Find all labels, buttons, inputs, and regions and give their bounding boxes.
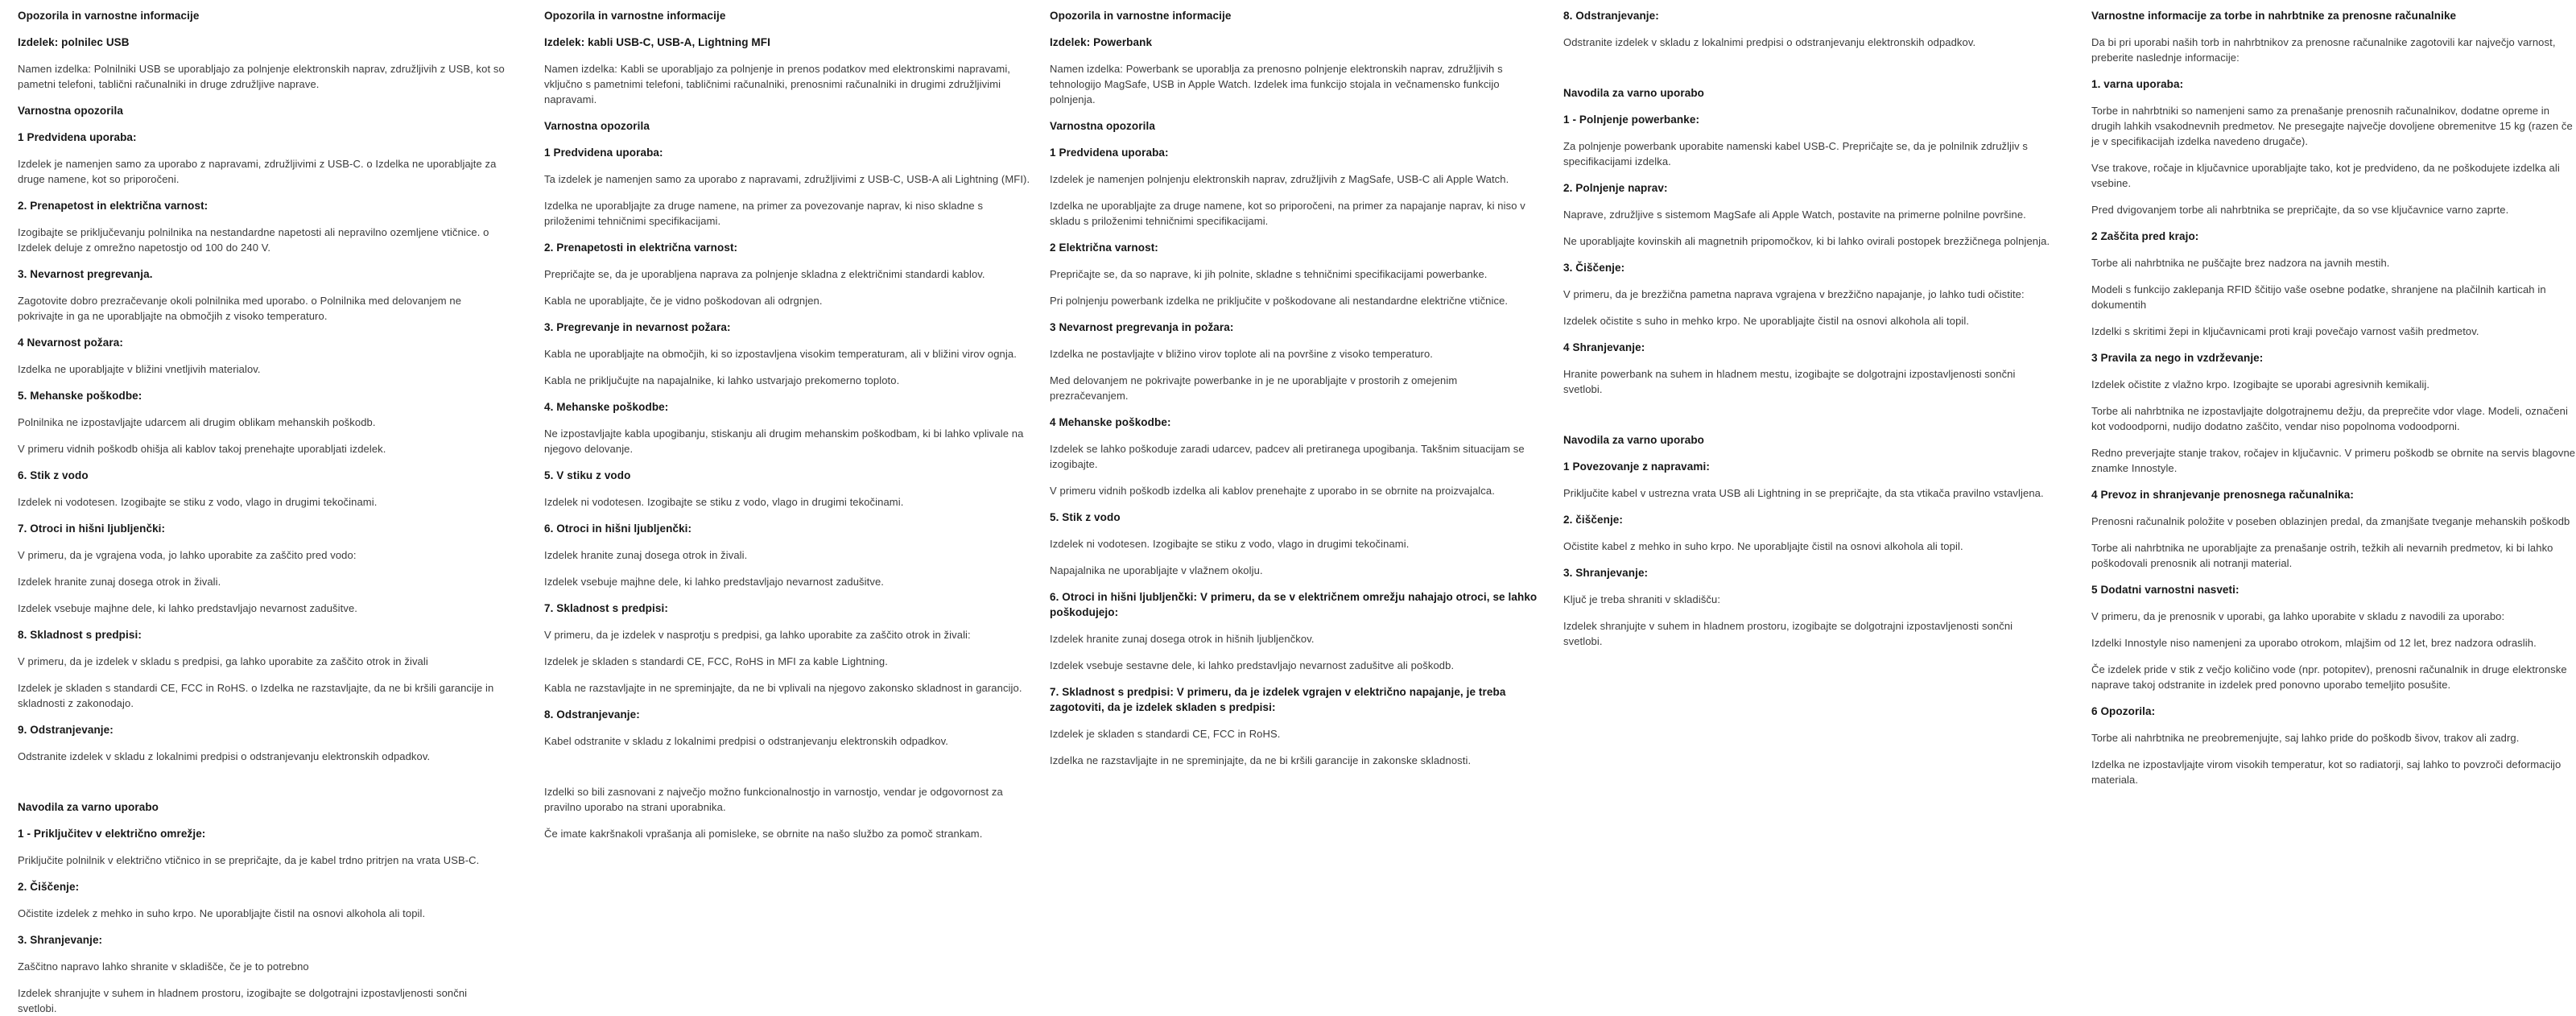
paragraph: Prenosni računalnik položite v poseben oblazinjen predal, da zmanjšate tveganje mehanskih poškodb <box>2091 515 2570 527</box>
section-heading: 3. Čiščenje: <box>1563 262 1625 274</box>
paragraph: V primeru vidnih poškodb ohišja ali kablov takoj prenehajte uporabljati izdelek. <box>18 443 386 455</box>
column-laptop-bags-safety <box>2091 8 2576 787</box>
column-powerbank-safety <box>1050 8 1538 768</box>
paragraph: Očistite kabel z mehko in suho krpo. Ne uporabljajte čistil na osnovi alkohola ali topil. <box>1563 540 1963 552</box>
paragraph: Izdelek hranite zunaj dosega otrok in živali. <box>18 576 221 588</box>
paragraph: Namen izdelka: Polnilniki USB se uporabljajo za polnjenje elektronskih naprav, združljivih z USB, kot so pametni telefoni, tablični računalniki in druge združljive naprave. <box>18 63 505 90</box>
column-cables-safety <box>544 8 1032 841</box>
section-heading: 2. čiščenje: <box>1563 514 1623 526</box>
section-heading: Varnostna opozorila <box>18 105 123 117</box>
section-heading: 3. Nevarnost pregrevanja. <box>18 268 153 280</box>
section-heading: 4 Prevoz in shranjevanje prenosnega računalnika: <box>2091 489 2354 501</box>
paragraph: Izdelek se lahko poškoduje zaradi udarcev, padcev ali pretiranega upogibanja. Takšnim situacijam se izogibajte. <box>1050 443 1525 470</box>
paragraph: Pred dvigovanjem torbe ali nahrbtnika se prepričajte, da so vse ključavnice varno zaprte. <box>2091 204 2509 216</box>
paragraph: Prepričajte se, da je uporabljena naprava za polnjenje skladna z električnimi standardi kablov. <box>544 268 985 280</box>
section-heading: 2. Polnjenje naprav: <box>1563 182 1668 194</box>
paragraph: Izdelka ne uporabljajte v bližini vnetljivih materialov. <box>18 363 261 375</box>
section-heading: 1 Predvidena uporaba: <box>18 131 137 143</box>
paragraph: Polnilnika ne izpostavljajte udarcem ali drugim oblikam mehanskih poškodb. <box>18 416 376 428</box>
section-heading: Varnostna opozorila <box>1050 120 1155 132</box>
section-heading: 2 Zaščita pred krajo: <box>2091 230 2199 242</box>
paragraph: Izdelka ne razstavljajte in ne spreminjajte, da ne bi kršili garancije in zakonske skladnosti. <box>1050 754 1472 766</box>
paragraph: Med delovanjem ne pokrivajte powerbanke in je ne uporabljajte v prostorih z omejenim prezračevanjem. <box>1050 374 1458 402</box>
paragraph: Izdelka ne uporabljajte za druge namene, kot so priporočeni, na primer za napajanje naprav, ki niso v skladu s priloženimi tehničnimi specifikacijami. <box>1050 200 1525 227</box>
section-heading: Opozorila in varnostne informacije <box>544 10 726 22</box>
paragraph: Izdelek je skladen s standardi CE, FCC in RoHS. o Izdelka ne razstavljajte, da ne bi kršili garancije in skladnosti z zakonodajo. <box>18 682 494 709</box>
paragraph: Kabla ne uporabljajte, če je vidno poškodovan ali odrgnjen. <box>544 295 823 307</box>
paragraph: Ključ je treba shraniti v skladišču: <box>1563 593 1721 605</box>
paragraph: Torbe in nahrbtniki so namenjeni samo za prenašanje prenosnih računalnikov, dodatne opreme in drugih lahkih vsakodnevnih predmetov. Ne presegajte največje dovoljene obremenitve 15 kg (razen če je v specifikacijah izdelka navedeno drugače). <box>2091 105 2573 147</box>
section-heading: 3 Nevarnost pregrevanja in požara: <box>1050 321 1234 333</box>
paragraph: Torbe ali nahrbtnika ne preobremenjujte, saj lahko pride do poškodb šivov, trakov ali zadrg. <box>2091 732 2520 744</box>
paragraph: Redno preverjajte stanje trakov, ročajev in ključavnic. V primeru poškodb se obrnite na servis blagovne znamke Innostyle. <box>2091 447 2576 474</box>
paragraph: Izdelek je skladen s standardi CE, FCC, RoHS in MFI za kable Lightning. <box>544 655 888 667</box>
paragraph: Izdelek shranjujte v suhem in hladnem prostoru, izogibajte se dolgotrajni izpostavljenosti sončni svetlobi. <box>1563 620 2013 647</box>
section-heading: 7. Skladnost s predpisi: <box>544 602 668 614</box>
paragraph: V primeru, da je izdelek v nasprotju s predpisi, ga lahko uporabite za zaščito otrok in živali: <box>544 629 971 641</box>
paragraph: Očistite izdelek z mehko in suho krpo. Ne uporabljajte čistil na osnovi alkohola ali topil. <box>18 907 426 919</box>
section-heading: 5. V stiku z vodo <box>544 469 631 481</box>
paragraph: Izdelek je namenjen samo za uporabo z napravami, združljivimi z USB-C. o Izdelka ne uporabljajte za druge namene, kot so priporočeni. <box>18 158 497 185</box>
section-heading: 1 Predvidena uporaba: <box>1050 147 1169 159</box>
paragraph: Naprave, združljive s sistemom MagSafe ali Apple Watch, postavite na primerne polnilne površine. <box>1563 209 2026 221</box>
paragraph: Izdelki Innostyle niso namenjeni za uporabo otrokom, mlajšim od 12 let, brez nadzora odraslih. <box>2091 637 2537 649</box>
paragraph: V primeru, da je brezžična pametna naprava vgrajena v brezžično napajanje, jo lahko tudi očistite: <box>1563 288 2025 300</box>
section-heading: 2. Prenapetosti in električna varnost: <box>544 242 738 254</box>
section-heading: 2. Čiščenje: <box>18 881 80 893</box>
paragraph: Izdelek hranite zunaj dosega otrok in hišnih ljubljenčkov. <box>1050 633 1315 645</box>
paragraph: Izdelek vsebuje sestavne dele, ki lahko predstavljajo nevarnost zadušitve ali poškodb. <box>1050 659 1455 671</box>
section-heading: 5. Mehanske poškodbe: <box>18 390 142 402</box>
paragraph: Izdelek hranite zunaj dosega otrok in živali. <box>544 549 748 561</box>
paragraph: Če izdelek pride v stik z večjo količino vode (npr. potopitev), prenosni računalnik in druge elektronske naprave takoj odstranite in izdelek pred ponovno uporabo temeljito posušite. <box>2091 663 2567 691</box>
section-heading: Izdelek: kabli USB-C, USB-A, Lightning MFI <box>544 36 770 48</box>
paragraph: Ta izdelek je namenjen samo za uporabo z napravami, združljivimi z USB-C, USB-A ali Lightning (MFI). <box>544 173 1030 185</box>
section-heading: 6 Opozorila: <box>2091 705 2156 717</box>
section-heading: 2 Električna varnost: <box>1050 242 1158 254</box>
paragraph: Izdelka ne uporabljajte za druge namene, na primer za povezovanje naprav, ki niso skladne s priloženimi tehničnimi specifikacijami. <box>544 200 984 227</box>
paragraph: Torbe ali nahrbtnika ne izpostavljajte dolgotrajnemu dežju, da preprečite vdor vlage. Modeli, označeni kot vodoodporni, nudijo dodatno zaščito, vendar niso popolnoma vodoodporni. <box>2091 405 2568 432</box>
paragraph: V primeru, da je vgrajena voda, jo lahko uporabite za zaščito pred vodo: <box>18 549 357 561</box>
section-heading: Navodila za varno uporabo <box>1563 434 1705 446</box>
paragraph: Izdelek shranjujte v suhem in hladnem prostoru, izogibajte se dolgotrajni izpostavljenosti sončni svetlobi. <box>18 987 468 1014</box>
paragraph: Izdelka ne izpostavljajte virom visokih temperatur, kot so radiatorji, saj lahko to povzroči deformacijo materiala. <box>2091 758 2562 786</box>
paragraph: Kabla ne priključujte na napajalnike, ki lahko ustvarjajo prekomerno toploto. <box>544 374 900 386</box>
section-heading: 1. varna uporaba: <box>2091 78 2184 90</box>
section-heading: 8. Odstranjevanje: <box>544 708 640 721</box>
section-heading: Varnostna opozorila <box>544 120 650 132</box>
paragraph: Izdelek ni vodotesen. Izogibajte se stiku z vodo, vlago in drugimi tekočinami. <box>18 496 378 508</box>
paragraph: Napajalnika ne uporabljajte v vlažnem okolju. <box>1050 564 1263 576</box>
section-heading: 3. Shranjevanje: <box>18 934 103 946</box>
section-heading: 1 Povezovanje z napravami: <box>1563 461 1710 473</box>
section-heading: 6. Otroci in hišni ljubljenčki: <box>544 522 692 535</box>
paragraph: Modeli s funkcijo zaklepanja RFID ščitijo vaše osebne podatke, shranjene na plačilnih karticah in dokumentih <box>2091 283 2546 311</box>
section-heading: 6. Otroci in hišni ljubljenčki: V primeru, da se v električnem omrežju nahajajo otroci, se lahko poškodujejo: <box>1050 591 1538 618</box>
paragraph: Torbe ali nahrbtnika ne puščajte brez nadzora na javnih mestih. <box>2091 257 2390 269</box>
section-heading: 8. Odstranjevanje: <box>1563 10 1659 22</box>
paragraph: Vse trakove, ročaje in ključavnice uporabljajte tako, kot je predvideno, da ne poškodujete izdelka ali vsebine. <box>2091 162 2560 189</box>
paragraph: Da bi pri uporabi naših torb in nahrbtnikov za prenosne računalnike zagotovili kar največjo varnost, preberite naslednje informacije: <box>2091 36 2556 64</box>
paragraph: Zaščitno napravo lahko shranite v skladišče, če je to potrebno <box>18 960 309 973</box>
section-heading: 3 Pravila za nego in vzdrževanje: <box>2091 352 2264 364</box>
paragraph: Kabla ne razstavljajte in ne spreminjajte, da ne bi vplivali na njegovo zakonsko skladnost in garancijo. <box>544 682 1022 694</box>
section-heading: 1 - Priključitev v električno omrežje: <box>18 828 206 840</box>
paragraph: Če imate kakršnakoli vprašanja ali pomisleke, se obrnite na našo službo za pomoč strankam. <box>544 828 983 840</box>
section-heading: 1 Predvidena uporaba: <box>544 147 663 159</box>
column-usb-charger-safety <box>18 8 506 1016</box>
section-heading: 9. Odstranjevanje: <box>18 724 114 736</box>
paragraph: Odstranite izdelek v skladu z lokalnimi predpisi o odstranjevanju elektronskih odpadkov. <box>18 750 431 762</box>
section-heading: 7. Otroci in hišni ljubljenčki: <box>18 522 166 535</box>
paragraph: Izdelek očistite s suho in mehko krpo. Ne uporabljajte čistil na osnovi alkohola ali topil. <box>1563 315 1970 327</box>
paragraph: Izdelka ne postavljajte v bližino virov toplote ali na površine z visoko temperaturo. <box>1050 348 1434 360</box>
paragraph: Ne izpostavljajte kabla upogibanju, stiskanju ali drugim mehanskim poškodbam, ki bi lahko vplivale na njegovo delovanje. <box>544 427 1024 455</box>
paragraph: Izdelek očistite z vlažno krpo. Izogibajte se uporabi agresivnih kemikalij. <box>2091 378 2430 390</box>
paragraph: Ne uporabljajte kovinskih ali magnetnih pripomočkov, ki bi lahko ovirali postopek brezžičnega polnjenja. <box>1563 235 2050 247</box>
column-powerbank-usage-and-cable-usage <box>1563 8 2051 649</box>
section-heading: Opozorila in varnostne informacije <box>18 10 200 22</box>
paragraph: Hranite powerbank na suhem in hladnem mestu, izogibajte se dolgotrajni izpostavljenosti sončni svetlobi. <box>1563 368 2016 395</box>
section-heading: 1 - Polnjenje powerbanke: <box>1563 114 1700 126</box>
paragraph: Izdelki so bili zasnovani z največjo možno funkcionalnostjo in varnostjo, vendar je odgovornost za pravilno uporabo na strani uporabnika. <box>544 786 1003 813</box>
paragraph: Izdelek vsebuje majhne dele, ki lahko predstavljajo nevarnost zadušitve. <box>18 602 357 614</box>
section-heading: 3. Shranjevanje: <box>1563 567 1649 579</box>
paragraph: Kabel odstranite v skladu z lokalnimi predpisi o odstranjevanju elektronskih odpadkov. <box>544 735 948 747</box>
paragraph: Priključite polnilnik v električno vtičnico in se prepričajte, da je kabel trdno pritrjen na vrata USB-C. <box>18 854 480 866</box>
section-heading: Navodila za varno uporabo <box>1563 87 1705 99</box>
paragraph: V primeru, da je izdelek v skladu s predpisi, ga lahko uporabite za zaščito otrok in živali <box>18 655 428 667</box>
section-heading: 6. Stik z vodo <box>18 469 89 481</box>
section-heading: 2. Prenapetost in električna varnost: <box>18 200 208 212</box>
paragraph: Namen izdelka: Kabli se uporabljajo za polnjenje in prenos podatkov med elektronskimi napravami, vključno s pametnimi telefoni, tabličnimi računalniki, prenosnimi računalniki in drugimi združljivimi napravami. <box>544 63 1011 105</box>
paragraph: Torbe ali nahrbtnika ne uporabljajte za prenašanje ostrih, težkih ali nevarnih predmetov, ki bi lahko poškodovali prenosnik ali notranji material. <box>2091 542 2553 569</box>
paragraph: Izdelki s skritimi žepi in ključavnicami proti kraji povečajo varnost vaših predmetov. <box>2091 325 2479 337</box>
section-heading: 7. Skladnost s predpisi: V primeru, da je izdelek vgrajen v električno napajanje, je treba zagotoviti, da je izdelek skladen s predpisi: <box>1050 686 1506 713</box>
section-heading: 4 Nevarnost požara: <box>18 337 123 349</box>
paragraph: Odstranite izdelek v skladu z lokalnimi predpisi o odstranjevanju elektronskih odpadkov. <box>1563 36 1976 48</box>
paragraph: Izogibajte se priključevanju polnilnika na nestandardne napetosti ali nepravilno ozemljene vtičnice. o Izdelek deluje z omrežno napetostjo od 100 do 240 V. <box>18 226 489 254</box>
section-heading: 4. Mehanske poškodbe: <box>544 401 669 413</box>
paragraph: Izdelek vsebuje majhne dele, ki lahko predstavljajo nevarnost zadušitve. <box>544 576 884 588</box>
section-heading: 5. Stik z vodo <box>1050 511 1121 523</box>
paragraph: Izdelek ni vodotesen. Izogibajte se stiku z vodo, vlago in drugimi tekočinami. <box>544 496 904 508</box>
section-heading: Izdelek: polnilec USB <box>18 36 130 48</box>
paragraph: Izdelek ni vodotesen. Izogibajte se stiku z vodo, vlago in drugimi tekočinami. <box>1050 538 1410 550</box>
section-heading: 3. Pregrevanje in nevarnost požara: <box>544 321 731 333</box>
section-heading: 8. Skladnost s predpisi: <box>18 629 142 641</box>
paragraph: Namen izdelka: Powerbank se uporablja za prenosno polnjenje elektronskih naprav, združljivih s tehnologijo MagSafe, USB in Apple Watch. Izdelek ima funkcijo stojala in večnamensko funkcijo polnjenja. <box>1050 63 1503 105</box>
section-heading: 5 Dodatni varnostni nasveti: <box>2091 584 2240 596</box>
paragraph: Za polnjenje powerbank uporabite namenski kabel USB-C. Prepričajte se, da je polnilnik združljiv s specifikacijami izdelka. <box>1563 140 2029 167</box>
section-heading: Varnostne informacije za torbe in nahrbtnike za prenosne računalnike <box>2091 10 2457 22</box>
paragraph: Kabla ne uporabljajte na območjih, ki so izpostavljena visokim temperaturam, ali v bližini virov ognja. <box>544 348 1017 360</box>
section-heading: Opozorila in varnostne informacije <box>1050 10 1232 22</box>
section-heading: Navodila za varno uporabo <box>18 801 159 813</box>
section-heading: 4 Mehanske poškodbe: <box>1050 416 1171 428</box>
section-heading: 4 Shranjevanje: <box>1563 341 1645 353</box>
paragraph: Prepričajte se, da so naprave, ki jih polnite, skladne s tehničnimi specifikacijami powerbanke. <box>1050 268 1488 280</box>
paragraph: V primeru vidnih poškodb izdelka ali kablov prenehajte z uporabo in se obrnite na proizvajalca. <box>1050 485 1495 497</box>
paragraph: Izdelek je skladen s standardi CE, FCC in RoHS. <box>1050 728 1281 740</box>
section-heading: Izdelek: Powerbank <box>1050 36 1153 48</box>
paragraph: Priključite kabel v ustrezna vrata USB ali Lightning in se prepričajte, da sta vtikača pravilno vstavljena. <box>1563 487 2044 499</box>
paragraph: Izdelek je namenjen polnjenju elektronskih naprav, združljivih z MagSafe, USB-C ali Apple Watch. <box>1050 173 1509 185</box>
paragraph: Pri polnjenju powerbank izdelka ne priključite v poškodovane ali nestandardne električne vtičnice. <box>1050 295 1509 307</box>
paragraph: V primeru, da je prenosnik v uporabi, ga lahko uporabite v skladu z navodili za uporabo: <box>2091 610 2505 622</box>
paragraph: Zagotovite dobro prezračevanje okoli polnilnika med uporabo. o Polnilnika med delovanjem ne pokrivajte in ga ne uporabljajte na območjih z visoko temperaturo. <box>18 295 462 322</box>
